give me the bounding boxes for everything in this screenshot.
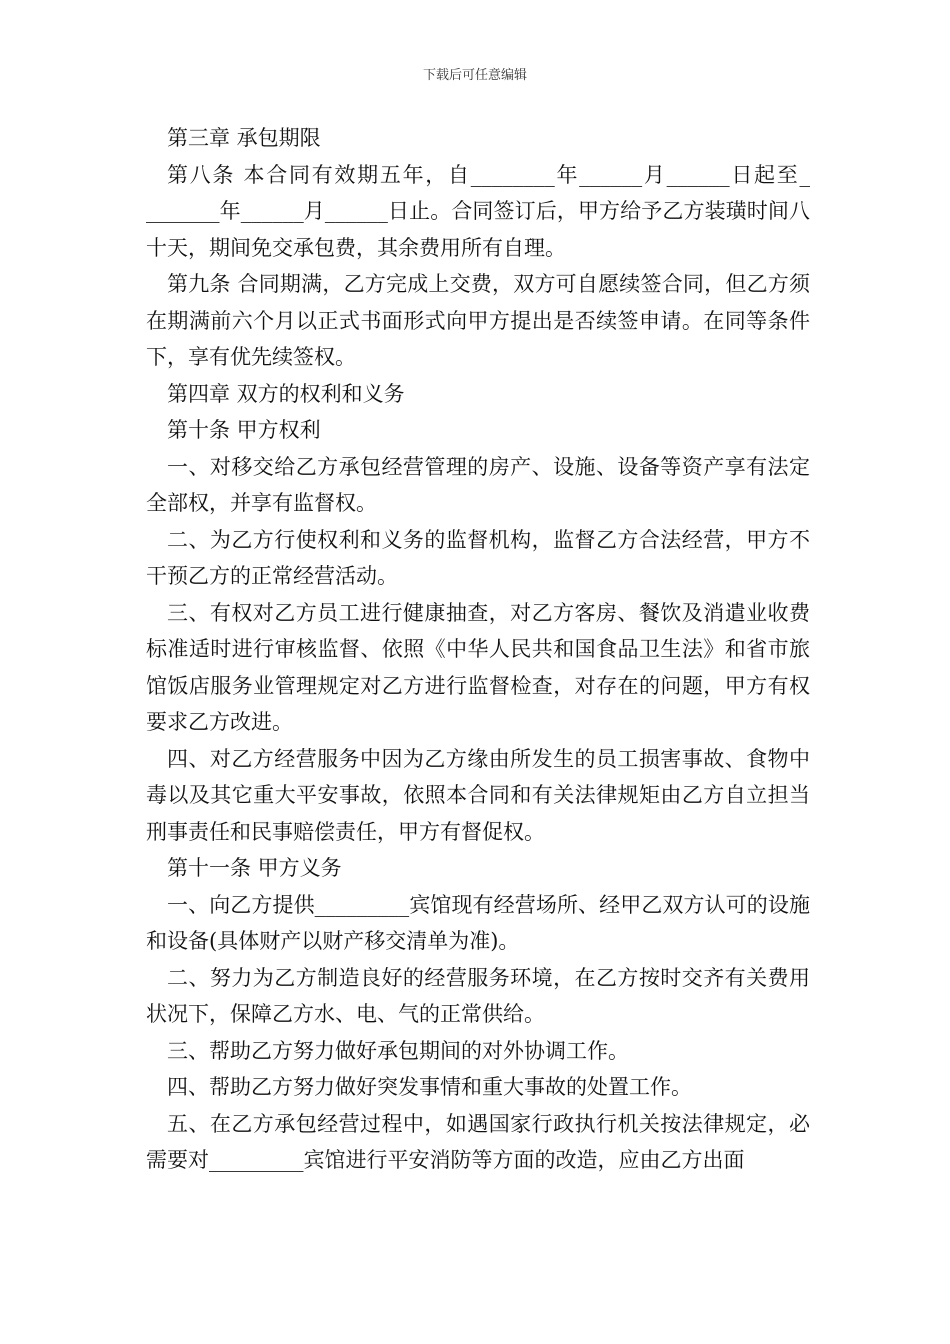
article-10-item-4: 四、对乙方经营服务中因为乙方缘由所发生的员工损害事故、食物中毒以及其它重大平安事故，依照本合同和有关法律规矩由乙方自立担当刑事责任和民事赔偿责任，甲方有督促权。 [146,746,810,844]
article-10-item-1: 一、对移交给乙方承包经营管理的房产、设施、设备等资产享有法定全部权，并享有监督权。 [146,454,810,515]
article-11-item-3: 三、帮助乙方努力做好承包期间的对外协调工作。 [167,1038,629,1063]
page-header-note: 下载后可任意编辑 [422,68,527,83]
document-body [146,120,810,1179]
article-8: 第八条 本合同有效期五年，自________年______月______日起至_ _______年______月______日止。合同签订后，甲方给予乙方装璜时间八十天，期间免交承包费，其余费用所有自理。 [146,162,810,260]
article-10-item-2: 二、为乙方行使权利和义务的监督机构，监督乙方合法经营，甲方不干预乙方的正常经营活动。 [146,527,810,588]
article-10-heading: 第十条 甲方权利 [167,418,321,442]
chapter-4-heading: 第四章 双方的权利和义务 [167,381,405,406]
article-9: 第九条 合同期满，乙方完成上交费，双方可自愿续签合同，但乙方须在期满前六个月以正式书面形式向甲方提出是否续签申请。在同等条件下，享有优先续签权。 [146,272,810,369]
article-10-item-3: 三、有权对乙方员工进行健康抽查，对乙方客房、餐饮及消遣业收费标准适时进行审核监督、依照《中华人民共和国食品卫生法》和省市旅馆饭店服务业管理规定对乙方进行监督检查，对存在的问题，甲方有权要求乙方改进。 [146,600,810,734]
article-11-item-1: 一、向乙方提供_________宾馆现有经营场所、经甲乙双方认可的设施和设备(具体财产以财产移交清单为准)。 [146,892,810,953]
article-11-item-2: 二、努力为乙方制造良好的经营服务环境，在乙方按时交齐有关费用状况下，保障乙方水、电、气的正常供给。 [146,965,810,1026]
article-11-heading: 第十一条 甲方义务 [167,856,342,880]
article-11-item-4: 四、帮助乙方努力做好突发事情和重大事故的处置工作。 [167,1075,692,1099]
article-11-item-5: 五、在乙方承包经营过程中，如遇国家行政执行机关按法律规定，必需要对_________宾馆进行平安消防等方面的改造，应由乙方出面 [146,1111,810,1172]
chapter-3-heading: 第三章 承包期限 [167,126,321,150]
